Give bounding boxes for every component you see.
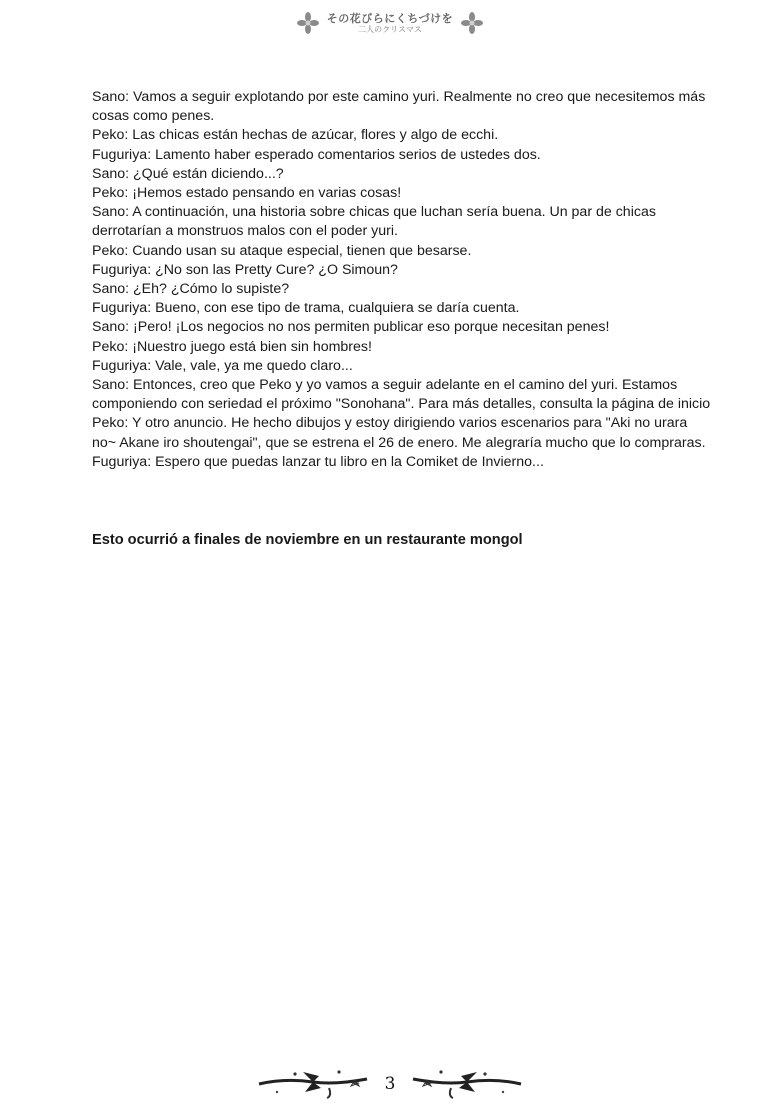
page-number: 3 [384,1074,396,1094]
flower-ornament-icon [461,12,483,34]
dialogue-line: Peko: Cuando usan su ataque especial, tienen que besarse. [92,242,472,259]
dialogue-block [92,88,712,472]
dialogue-line: Sano: ¿Eh? ¿Cómo lo supiste? [92,281,290,298]
dialogue-line: Sano: A continuación, una historia sobre chicas que luchan sería buena. Un par de chicas derrotarían a monstruos malos con el poder yuri. [92,204,656,240]
dialogue-line: Peko: ¡Nuestro juego está bien sin hombres! [92,338,372,355]
dialogue-line: Sano: ¿Qué están diciendo...? [92,165,284,182]
dialogue-line: Peko: ¡Hemos estado pensando en varias cosas! [92,185,402,202]
ribbon-ornament-left-icon [255,1064,375,1100]
dialogue-line: Fuguriya: Bueno, con ese tipo de trama, cualquiera se daría cuenta. [92,300,520,317]
dialogue-line: Fuguriya: Lamento haber esperado comentarios serios de ustedes dos. [92,146,541,163]
dialogue-line: Peko: Y otro anuncio. He hecho dibujos y estoy dirigiendo varios escenarios para "Aki no urara no~ Akane iro shoutengai", que se estrena el 26 de enero. Me alegraría mucho que lo compraras. [92,415,706,451]
flower-ornament-icon [297,12,319,34]
closing-note: Esto ocurrió a finales de noviembre en un restaurante mongol [92,532,523,548]
header-title: その花びらにくちづけを [326,11,454,25]
page-footer [0,1062,780,1102]
dialogue-line: Fuguriya: Vale, vale, ya me quedo claro... [92,357,353,374]
dialogue-line: Sano: Vamos a seguir explotando por este camino yuri. Realmente no creo que necesitemos más cosas como penes. [92,89,706,125]
dialogue-line: Sano: ¡Pero! ¡Los negocios no nos permiten publicar eso porque necesitan penes! [92,319,610,336]
dialogue-line: Fuguriya: Espero que puedas lanzar tu libro en la Comiket de Invierno... [92,453,544,470]
dialogue-line: Sano: Entonces, creo que Peko y yo vamos a seguir adelante en el camino del yuri. Estamos componiendo con seriedad el próximo "Sonohana". Para más detalles, consulta la página de inicio [92,377,711,413]
dialogue-line: Fuguriya: ¿No son las Pretty Cure? ¿O Simoun? [92,261,398,278]
page-header [0,6,780,40]
dialogue-line: Peko: Las chicas están hechas de azúcar, flores y algo de ecchi. [92,127,499,144]
header-subtitle: 二人のクリスマス [358,24,422,34]
header-titles [327,13,453,34]
ribbon-ornament-right-icon [405,1064,525,1100]
